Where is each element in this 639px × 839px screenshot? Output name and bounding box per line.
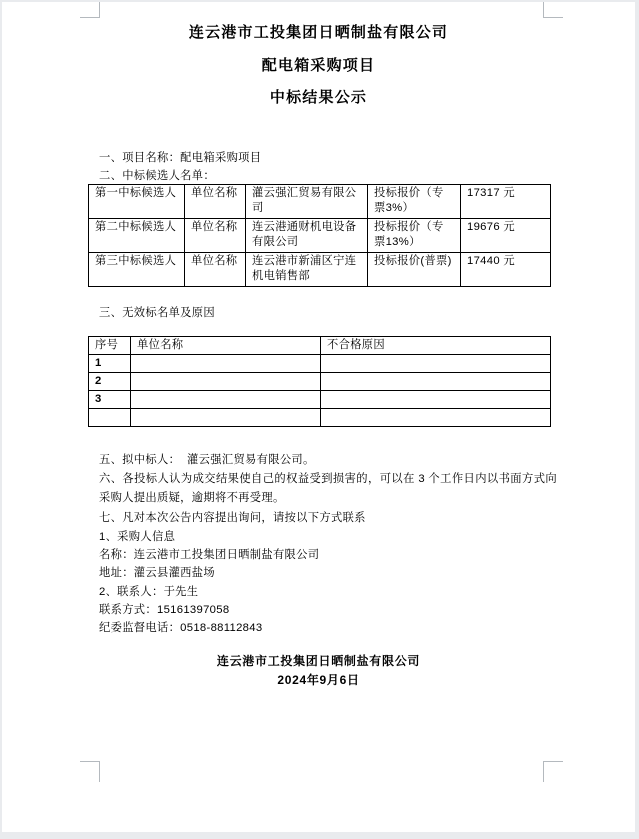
candidate-rank: 第一中标候选人 xyxy=(89,185,185,219)
candidate-row-2 xyxy=(89,219,551,253)
doc-title-company: 连云港市工投集团日晒制盐有限公司 xyxy=(188,24,449,41)
candidate-price: 19676 元 xyxy=(461,219,551,253)
candidate-price: 17317 元 xyxy=(461,185,551,219)
candidate-rank: 第三中标候选人 xyxy=(89,253,185,287)
invalid-no: 2 xyxy=(89,373,131,391)
candidates-table xyxy=(88,184,551,287)
footer-date: 2024年9月6日 xyxy=(277,673,360,687)
header-no: 序号 xyxy=(89,337,131,355)
invalid-no: 1 xyxy=(89,355,131,373)
margin-crop-mark-bottom-left xyxy=(80,761,100,782)
candidate-price-label: 投标报价（专票13%） xyxy=(368,219,461,253)
header-reason: 不合格原因 xyxy=(321,337,551,355)
invalid-reason xyxy=(321,391,551,409)
candidate-company: 连云港市新浦区宁连机电销售部 xyxy=(246,253,368,287)
section-project-name: 一、项目名称：配电箱采购项目 xyxy=(99,152,262,164)
doc-title-project: 配电箱采购项目 xyxy=(261,57,376,74)
invalid-row-2 xyxy=(89,373,551,391)
candidate-field-label: 单位名称 xyxy=(185,253,246,287)
margin-crop-mark-bottom-right xyxy=(543,761,563,782)
invalid-row-1 xyxy=(89,355,551,373)
section-contact-intro: 七、凡对本次公告内容提出询问，请按以下方式联系 xyxy=(99,512,366,524)
candidate-field-label: 单位名称 xyxy=(185,185,246,219)
candidate-rank: 第二中标候选人 xyxy=(89,219,185,253)
section-invalid-heading: 三、无效标名单及原因 xyxy=(99,307,215,319)
invalid-no: 3 xyxy=(89,391,131,409)
margin-crop-mark-top-left xyxy=(80,2,100,18)
doc-title-result: 中标结果公示 xyxy=(269,89,368,106)
contact-phone: 联系方式：15161397058 xyxy=(99,604,230,616)
candidate-row-1 xyxy=(89,185,551,219)
header-company: 单位名称 xyxy=(131,337,321,355)
buyer-name: 名称：连云港市工投集团日晒制盐有限公司 xyxy=(99,549,320,561)
margin-crop-mark-top-right xyxy=(543,2,563,18)
invalid-row-3 xyxy=(89,391,551,409)
candidate-company: 灌云强汇贸易有限公司 xyxy=(246,185,368,219)
discipline-phone: 纪委监督电话：0518-88112843 xyxy=(99,622,263,634)
contact-person: 2、联系人：于先生 xyxy=(99,586,199,598)
invalid-company xyxy=(131,355,321,373)
buyer-info-heading: 1、采购人信息 xyxy=(99,531,176,543)
section-objection-notice: 六、各投标人认为成交结果使自己的权益受到损害的，可以在 3 个工作日内以书面方式向采购人提出质疑，逾期将不再受理。 xyxy=(99,473,557,504)
footer-company: 连云港市工投集团日晒制盐有限公司 xyxy=(216,654,421,668)
candidate-price-label: 投标报价(普票) xyxy=(368,253,461,287)
invalid-reason xyxy=(321,355,551,373)
invalid-company xyxy=(131,409,321,427)
candidate-price-label: 投标报价（专票3%） xyxy=(368,185,461,219)
candidate-price: 17440 元 xyxy=(461,253,551,287)
invalid-company xyxy=(131,373,321,391)
invalid-no xyxy=(89,409,131,427)
invalid-company xyxy=(131,391,321,409)
document-page xyxy=(2,2,635,832)
section-winner: 五、拟中标人： 灌云强汇贸易有限公司。 xyxy=(99,454,315,466)
invalid-bids-table xyxy=(88,336,551,427)
invalid-reason xyxy=(321,373,551,391)
buyer-address: 地址：灌云县灌西盐场 xyxy=(99,567,215,579)
invalid-row-4 xyxy=(89,409,551,427)
candidate-field-label: 单位名称 xyxy=(185,219,246,253)
section-candidates-heading: 二、中标候选人名单： xyxy=(99,170,215,182)
candidate-row-3 xyxy=(89,253,551,287)
candidate-company: 连云港通财机电设备有限公司 xyxy=(246,219,368,253)
invalid-reason xyxy=(321,409,551,427)
invalid-header-row xyxy=(89,337,551,355)
